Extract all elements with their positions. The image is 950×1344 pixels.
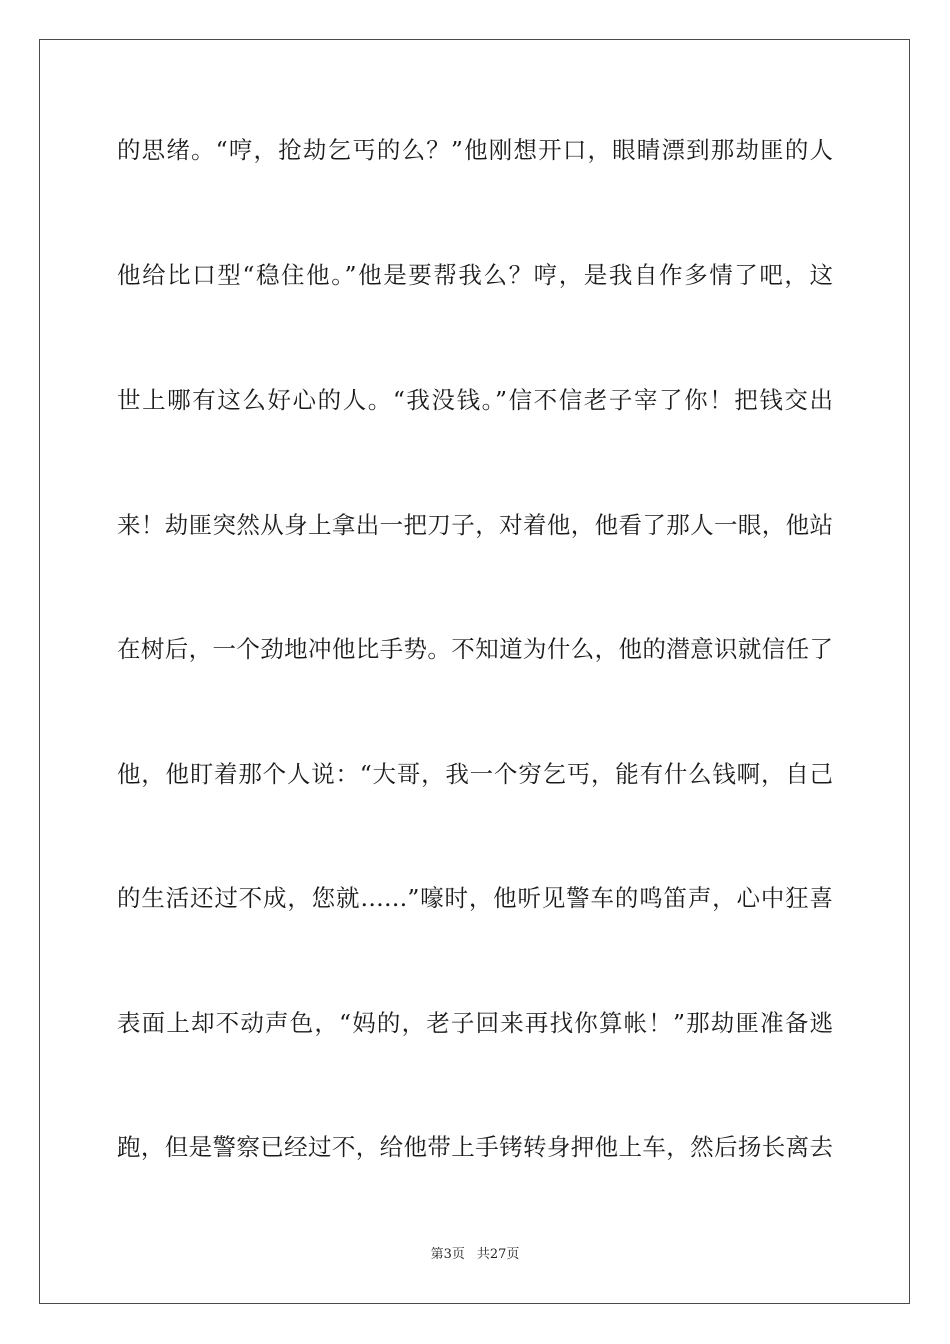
body-text-line-4: 来！劫匪突然从身上拿出一把刀子，对着他，他看了那人一眼，他站 (117, 511, 833, 539)
body-text-line-8: 表面上却不动声色，“妈的，老子回来再找你算帐！”那劫匪准备逃 (117, 1009, 833, 1037)
body-text-line-6: 他，他盯着那个人说：“大哥，我一个穷乞丐，能有什么钱啊，自己 (117, 760, 833, 788)
body-text-line-9: 跑，但是警察已经过不，给他带上手铐转身押他上车，然后扬长离去 (117, 1133, 833, 1161)
body-text-line-7: 的生活还过不成，您就……”嚎时，他听见警车的鸣笛声，心中狂喜 (117, 884, 833, 912)
body-text-line-1: 的思绪。“哼，抢劫乞丐的么？”他刚想开口，眼睛漂到那劫匪的人 (117, 136, 833, 164)
body-text-line-3: 世上哪有这么好心的人。“我没钱。”信不信老子宰了你！把钱交出 (117, 386, 833, 414)
body-text-line-2: 他给比口型“稳住他。”他是要帮我么？哼，是我自作多情了吧，这 (117, 261, 833, 289)
page-border (39, 39, 910, 1304)
page-footer (0, 1246, 950, 1264)
total-page-count: 共27页 (476, 1247, 520, 1262)
body-text-line-5: 在树后，一个劲地冲他比手势。不知道为什么，他的潜意识就信任了 (117, 635, 833, 663)
current-page-number: 第3页 (430, 1247, 465, 1262)
